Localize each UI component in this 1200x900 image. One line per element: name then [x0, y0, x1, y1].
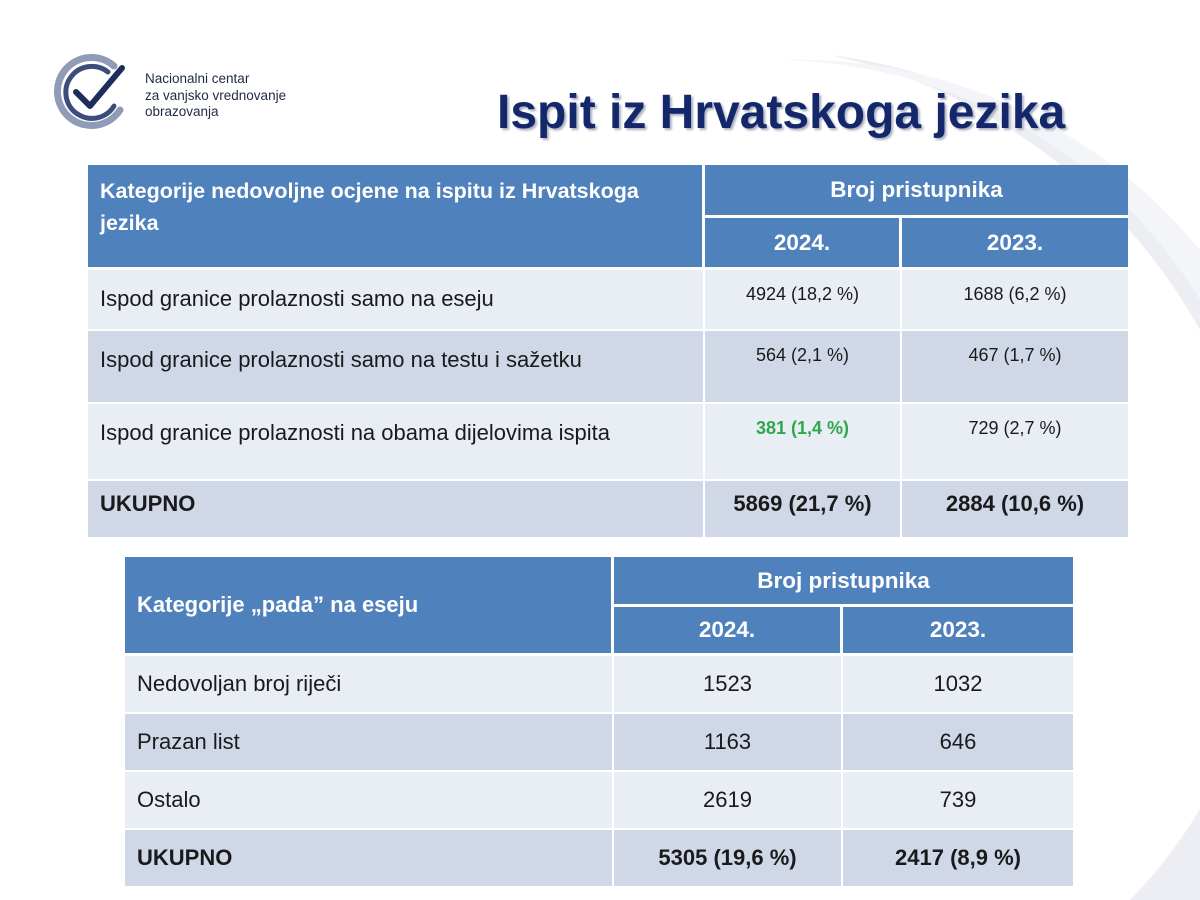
value-2024: 1523	[614, 656, 843, 714]
row-label: Ostalo	[125, 772, 614, 830]
total-2023: 2884 (10,6 %)	[902, 481, 1128, 539]
value-2023: 1688 (6,2 %)	[902, 270, 1128, 331]
value-2023: 467 (1,7 %)	[902, 331, 1128, 404]
org-line: za vanjsko vrednovanje	[145, 87, 287, 103]
value-2024: 1163	[614, 714, 843, 772]
total-2023: 2417 (8,9 %)	[843, 830, 1073, 888]
row-label: Prazan list	[125, 714, 614, 772]
total-2024: 5869 (21,7 %)	[705, 481, 902, 539]
total-label: UKUPNO	[125, 830, 614, 888]
total-2024: 5305 (19,6 %)	[614, 830, 843, 888]
table2-category-header: Kategorije „pada” na eseju	[125, 557, 614, 656]
total-label: UKUPNO	[88, 481, 705, 539]
table-row	[125, 714, 1073, 772]
table1-category-header: Kategorije nedovoljne ocjene na ispitu iz Hrvatskoga jezika	[88, 165, 705, 270]
essay-fail-categories-table	[125, 557, 1073, 888]
org-line: obrazovanja	[145, 104, 219, 119]
table-row	[125, 656, 1073, 714]
row-label: Ispod granice prolaznosti samo na eseju	[88, 270, 705, 331]
value-2024: 2619	[614, 772, 843, 830]
table2-year-header: 2023.	[843, 607, 1073, 656]
organization-name	[145, 71, 286, 121]
value-2024: 4924 (18,2 %)	[705, 270, 902, 331]
failing-grade-categories-table	[88, 165, 1128, 539]
row-label: Ispod granice prolaznosti na obama dijelovima ispita	[88, 404, 705, 481]
table1-year-header: 2024.	[705, 218, 902, 270]
value-2023: 646	[843, 714, 1073, 772]
table2-year-header: 2024.	[614, 607, 843, 656]
table1-year-header: 2023.	[902, 218, 1128, 270]
total-row	[125, 830, 1073, 888]
table2-group-header: Broj pristupnika	[614, 557, 1073, 607]
value-2024: 564 (2,1 %)	[705, 331, 902, 404]
table1-group-header: Broj pristupnika	[705, 165, 1128, 218]
value-2023: 739	[843, 772, 1073, 830]
org-line: Nacionalni centar	[145, 71, 250, 86]
checkmark-circle-logo-icon	[54, 52, 132, 134]
total-row	[88, 481, 1128, 539]
table-row	[88, 331, 1128, 404]
page-title: Ispit iz Hrvatskoga jezika	[497, 86, 1066, 139]
table-row	[88, 270, 1128, 331]
table-row	[125, 772, 1073, 830]
value-2023: 1032	[843, 656, 1073, 714]
table-row	[88, 404, 1128, 481]
value-2023: 729 (2,7 %)	[902, 404, 1128, 481]
row-label: Nedovoljan broj riječi	[125, 656, 614, 714]
row-label: Ispod granice prolaznosti samo na testu i sažetku	[88, 331, 705, 404]
value-2024-highlight: 381 (1,4 %)	[705, 404, 902, 481]
